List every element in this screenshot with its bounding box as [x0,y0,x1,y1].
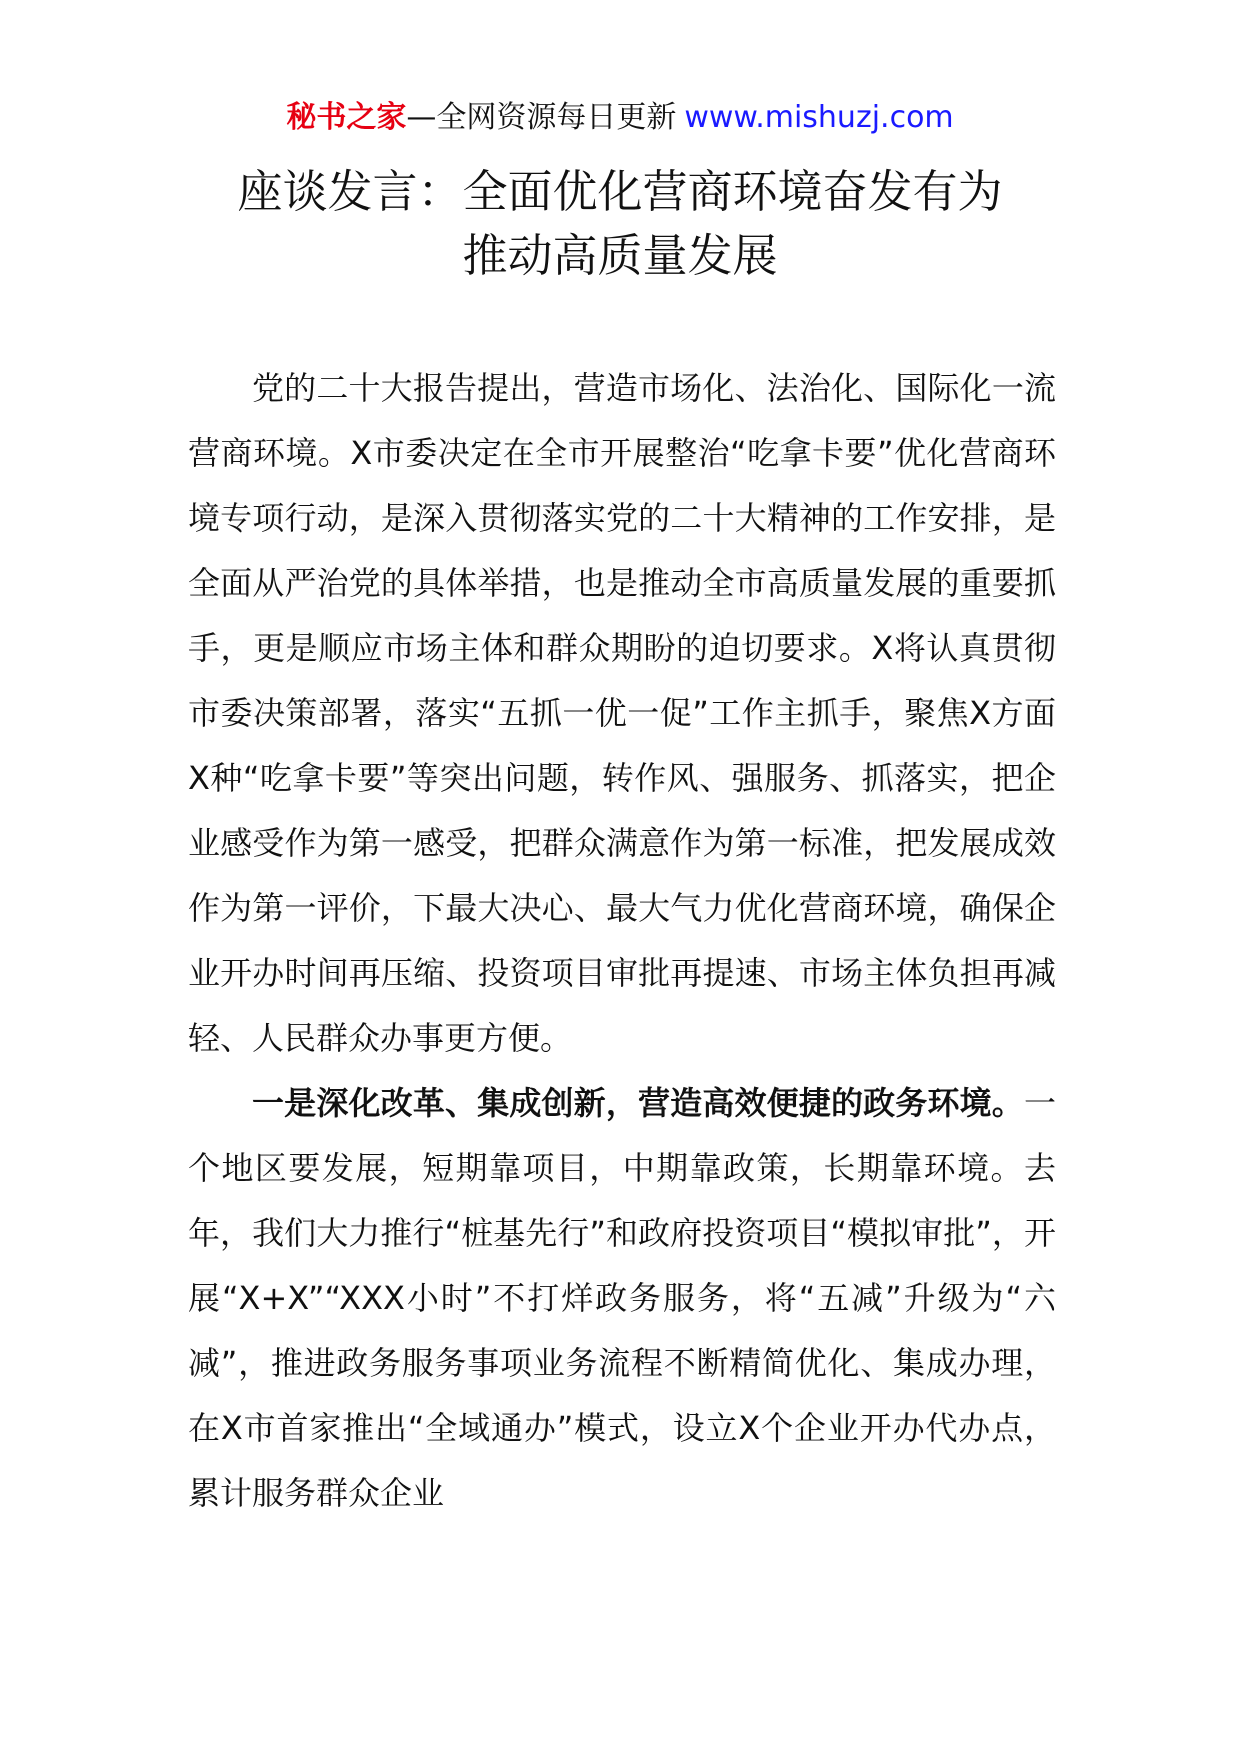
paragraph-2-lead: 一是深化改革、集成创新，营造高效便捷的政务环境。 [252,1084,1024,1122]
site-url-link[interactable]: www.mishuzj.com [684,100,954,135]
paragraph-2-text: 一个地区要发展，短期靠项目，中期靠政策，长期靠环境。去年，我们大力推行“桩基先行”和政府投资项目“模拟审批”，开展“X+X”“XXX小时”不打烊政务服务，将“五减”升级为“六减”，推进政务服务事项业务流程不断精简优化、集成办理，在X市首家推出“全域通办”模式，设立X个企业开办代办点，累计服务群众企业 [188,1084,1056,1512]
paragraph-1 [188,356,1056,1071]
document-title [0,160,1240,288]
title-line-1: 座谈发言：全面优化营商环境奋发有为 [237,165,1003,218]
site-header [0,98,1240,138]
header-tagline: —全网资源每日更新 [406,100,677,135]
document-body [188,356,1056,1526]
paragraph-2 [188,1071,1056,1526]
paragraph-1-text: 党的二十大报告提出，营造市场化、法治化、国际化一流营商环境。X市委决定在全市开展整治“吃拿卡要”优化营商环境专项行动，是深入贯彻落实党的二十大精神的工作安排，是全面从严治党的具体举措，也是推动全市高质量发展的重要抓手，更是顺应市场主体和群众期盼的迫切要求。X将认真贯彻市委决策部署，落实“五抓一优一促”工作主抓手，聚焦X方面X种“吃拿卡要”等突出问题，转作风、强服务、抓落实，把企业感受作为第一感受，把群众满意作为第一标准，把发展成效作为第一评价，下最大决心、最大气力优化营商环境，确保企业开办时间再压缩、投资项目审批再提速、市场主体负担再减轻、人民群众办事更方便。 [188,369,1056,1057]
brand-name: 秘书之家 [286,100,407,135]
title-line-2: 推动高质量发展 [462,229,778,282]
